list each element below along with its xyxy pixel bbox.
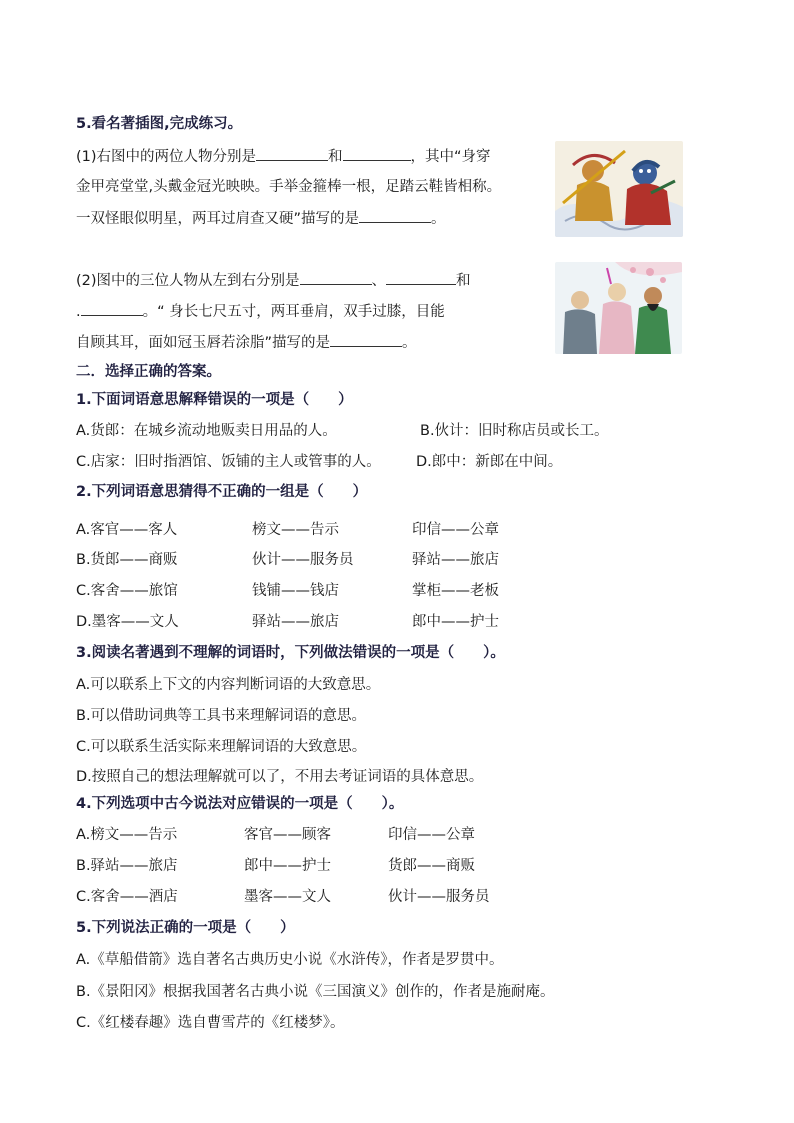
illustration-three-brothers: [555, 262, 682, 354]
question-1-title: 1.下面词语意思解释错误的一项是（ ）: [76, 392, 353, 408]
section-heading: 5.看名著插图,完成练习。: [76, 116, 243, 132]
answer-blank[interactable]: [343, 146, 411, 161]
option-a[interactable]: A.货郎：在城乡流动地贩卖日用品的人。: [76, 423, 337, 439]
question-5-title: 5.下列说法正确的一项是（ ）: [76, 920, 295, 936]
question-3-title: 3.阅读名著遇到不理解的词语时，下列做法错误的一项是（ ）。: [76, 645, 505, 661]
option-c[interactable]: C.店家：旧时指酒馆、饭铺的主人或管事的人。: [76, 454, 381, 470]
option-a[interactable]: A.可以联系上下文的内容判断词语的大致意思。: [76, 677, 381, 693]
q2-line3: 自顾其耳，面如冠玉唇若涂脂”描写的是 。: [76, 332, 417, 353]
answer-blank[interactable]: [359, 208, 431, 223]
answer-blank[interactable]: [81, 301, 143, 316]
option-c[interactable]: C.《红楼春趣》选自曹雪芹的《红楼梦》。: [76, 1015, 345, 1031]
question-2-title: 2.下列词语意思猜得不正确的一组是（ ）: [76, 484, 368, 500]
q1-line1: (1)右图中的两位人物分别是 和 ，其中“身穿: [76, 146, 491, 167]
option-b[interactable]: B.《景阳冈》根据我国著名古典小说《三国演义》创作的，作者是施耐庵。: [76, 984, 555, 1000]
answer-blank[interactable]: [256, 146, 328, 161]
option-b[interactable]: B.可以借助词典等工具书来理解词语的意思。: [76, 708, 367, 724]
question-4-title: 4.下列选项中古今说法对应错误的一项是（ ）。: [76, 796, 404, 812]
answer-blank[interactable]: [330, 332, 402, 347]
answer-blank[interactable]: [300, 270, 372, 285]
q2-line2: . 。“ 身长七尺五寸，两耳垂肩，双手过膝，目能: [76, 301, 445, 322]
option-b[interactable]: B.伙计：旧时称店员或长工。: [420, 423, 609, 439]
q1-line3: 一双怪眼似明星，两耳过肩查又硬”描写的是 。: [76, 208, 446, 229]
option-d[interactable]: D.郎中：新郎在中间。: [416, 454, 563, 470]
part-heading: 二．选择正确的答案。: [76, 364, 221, 380]
option-a[interactable]: A.《草船借箭》选自著名古典历史小说《水浒传》，作者是罗贯中。: [76, 952, 504, 968]
option-c[interactable]: C.可以联系生活实际来理解词语的大致意思。: [76, 739, 367, 755]
illustration-monkey-king: [555, 141, 683, 237]
option-d[interactable]: D.按照自己的想法理解就可以了，不用去考证词语的具体意思。: [76, 769, 484, 785]
q2-line1: (2)图中的三位人物从左到右分别是 、 和: [76, 270, 471, 291]
answer-blank[interactable]: [386, 270, 456, 285]
q1-line2: 金甲亮堂堂,头戴金冠光映映。手举金箍棒一根，足踏云鞋皆相称。: [76, 179, 502, 195]
